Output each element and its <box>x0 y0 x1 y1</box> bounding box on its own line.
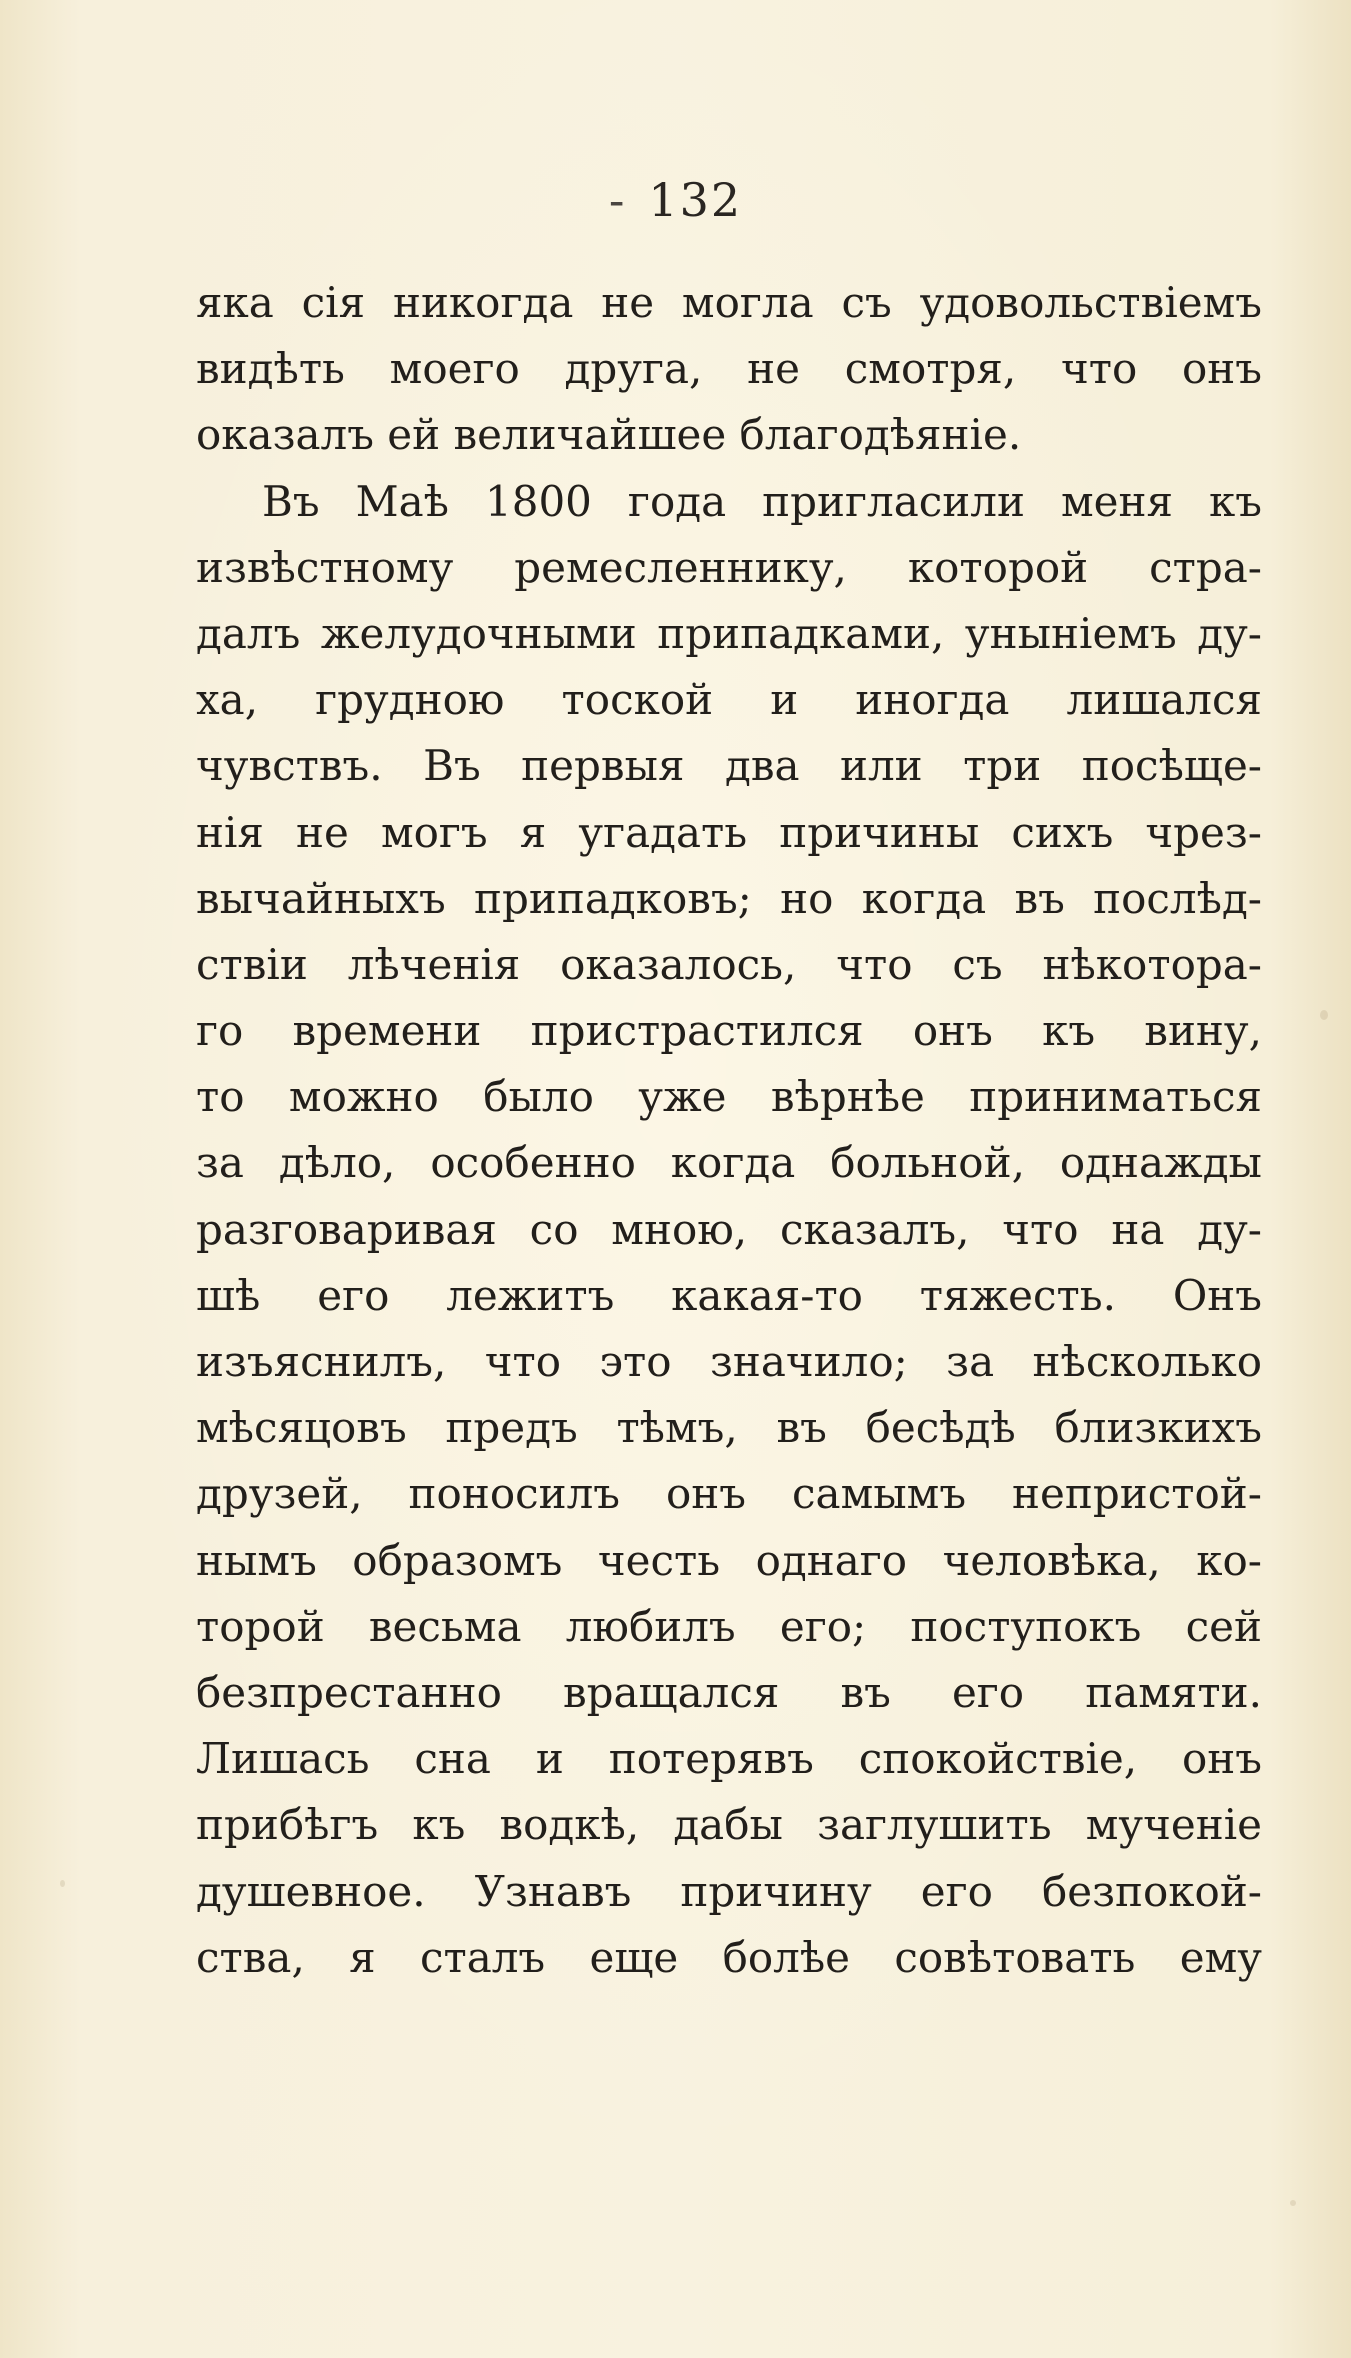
page-number-dash: - <box>608 173 627 227</box>
text-line: далъ желудочными припадками, уныніемъ ду- <box>196 608 1262 658</box>
text-line: оказалъ ей величайшее благодѣяніе. <box>196 410 1022 460</box>
text-line: то можно было уже вѣрнѣе приниматься <box>196 1072 1262 1122</box>
text-line: безпрестанно вращался въ его памяти. <box>196 1667 1262 1717</box>
text-line: нія не могъ я угадать причины сихъ чрез- <box>196 807 1262 857</box>
text-line: Въ Маѣ 1800 года пригласили меня къ <box>262 476 1262 526</box>
text-line: за дѣло, особенно когда больной, однажды <box>196 1138 1262 1188</box>
text-line: яка сія никогда не могла съ удовольствіемъ <box>196 278 1262 327</box>
paper-stain <box>1290 2200 1296 2206</box>
paper-stain <box>1320 1010 1328 1020</box>
text-line: душевное. Узнавъ причину его безпокой- <box>196 1866 1262 1916</box>
text-line: Лишась сна и потерявъ спокойствіе, онъ <box>196 1734 1262 1784</box>
text-line: шѣ его лежитъ какая-то тяжесть. Онъ <box>196 1270 1262 1320</box>
text-line: нымъ образомъ честь однаго человѣка, ко- <box>196 1535 1262 1585</box>
text-line: вычайныхъ припадковъ; но когда въ послѣд- <box>196 873 1262 923</box>
text-line: ства, я сталъ еще болѣе совѣтовать ему <box>196 1932 1262 1982</box>
page-number <box>0 172 1351 228</box>
text-line: видѣть моего друга, не смотря, что онъ <box>196 344 1262 394</box>
text-line: изъяснилъ, что это значило; за нѣсколько <box>196 1337 1262 1386</box>
paper-stain <box>60 1880 65 1887</box>
text-line: торой весьма любилъ его; поступокъ сей <box>196 1601 1262 1651</box>
text-line: ха, грудною тоской и иногда лишался <box>196 675 1262 725</box>
text-line: го времени пристрастился онъ къ вину, <box>196 1006 1262 1056</box>
text-line: мѣсяцовъ предъ тѣмъ, въ бесѣдѣ близкихъ <box>196 1403 1262 1453</box>
text-line: прибѣгъ къ водкѣ, дабы заглушить мученіе <box>196 1800 1262 1850</box>
text-line: ствіи лѣченія оказалось, что съ нѣкотора- <box>196 939 1262 989</box>
text-line: разговаривая со мною, сказалъ, что на ду- <box>196 1204 1262 1254</box>
text-line: чувствъ. Въ первыя два или три посѣще- <box>196 741 1262 791</box>
body-text <box>196 270 1262 1991</box>
text-line: друзей, поносилъ онъ самымъ непристой- <box>196 1469 1262 1519</box>
text-line: извѣстному ремесленнику, которой стра- <box>196 542 1262 592</box>
page-number-value: 132 <box>648 173 743 227</box>
